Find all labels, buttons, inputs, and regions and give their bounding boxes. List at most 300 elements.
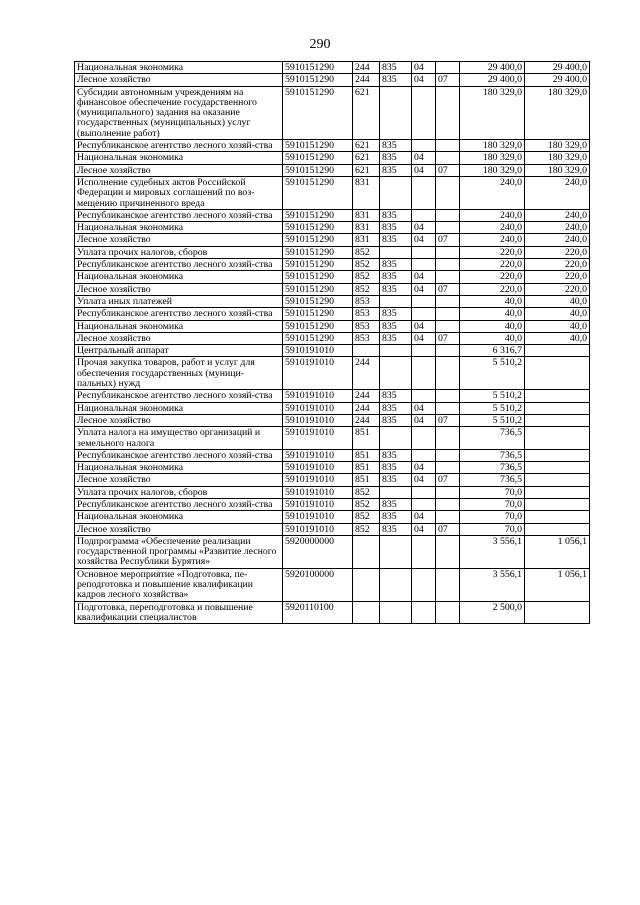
amount-second: [525, 511, 590, 523]
amount-second: 220,0: [525, 283, 590, 295]
item-name: Основное мероприятие «Подготовка, пе-реподготовка и повышение квалификации кадров лесного хозяйства»: [75, 568, 283, 601]
subsection-code: [436, 601, 460, 624]
amount-first: 70,0: [460, 511, 525, 523]
target-article-code: 5910151290: [283, 74, 353, 86]
amount-second: 40,0: [525, 295, 590, 307]
table-row: [75, 449, 590, 461]
target-article-code: 5910151290: [283, 164, 353, 176]
amount-first: 736,5: [460, 427, 525, 450]
subsection-code: [436, 345, 460, 357]
amount-second: 1 056,1: [525, 568, 590, 601]
amount-first: 180 329,0: [460, 86, 525, 139]
target-article-code: 5910151290: [283, 271, 353, 283]
expense-type-code: 244: [353, 74, 380, 86]
table-row: [75, 320, 590, 332]
section-code: 04: [412, 74, 436, 86]
table-row: [75, 246, 590, 258]
amount-first: 5 510,2: [460, 357, 525, 390]
amount-first: 220,0: [460, 271, 525, 283]
budget-table-body: [75, 62, 590, 624]
table-row: [75, 164, 590, 176]
target-article-code: 5910191010: [283, 498, 353, 510]
expense-type-code: 853: [353, 295, 380, 307]
table-row: [75, 568, 590, 601]
table-row: [75, 222, 590, 234]
target-article-code: 5920000000: [283, 535, 353, 568]
expense-type-code: 852: [353, 259, 380, 271]
item-name: Национальная экономика: [75, 152, 283, 164]
item-name: Национальная экономика: [75, 462, 283, 474]
subsection-code: [436, 449, 460, 461]
expense-type-code: 852: [353, 486, 380, 498]
administrator-code: [380, 86, 412, 139]
administrator-code: [380, 427, 412, 450]
item-name: Лесное хозяйство: [75, 332, 283, 344]
section-code: 04: [412, 320, 436, 332]
amount-first: 70,0: [460, 486, 525, 498]
administrator-code: 835: [380, 152, 412, 164]
table-row: [75, 345, 590, 357]
expense-type-code: 244: [353, 402, 380, 414]
amount-second: 1 056,1: [525, 535, 590, 568]
expense-type-code: 831: [353, 209, 380, 221]
target-article-code: 5910151290: [283, 140, 353, 152]
section-code: 04: [412, 234, 436, 246]
subsection-code: 07: [436, 234, 460, 246]
section-code: [412, 308, 436, 320]
item-name: Центральный аппарат: [75, 345, 283, 357]
target-article-code: 5910151290: [283, 86, 353, 139]
administrator-code: [380, 357, 412, 390]
target-article-code: 5910151290: [283, 62, 353, 74]
administrator-code: 835: [380, 62, 412, 74]
amount-first: 736,5: [460, 474, 525, 486]
amount-second: 240,0: [525, 234, 590, 246]
table-row: [75, 523, 590, 535]
section-code: [412, 498, 436, 510]
item-name: Республиканское агентство лесного хозяй-ства: [75, 140, 283, 152]
expense-type-code: 621: [353, 152, 380, 164]
amount-second: 40,0: [525, 308, 590, 320]
amount-first: 40,0: [460, 308, 525, 320]
amount-first: 70,0: [460, 498, 525, 510]
section-code: 04: [412, 222, 436, 234]
target-article-code: 5910151290: [283, 234, 353, 246]
expense-type-code: 621: [353, 164, 380, 176]
amount-second: 220,0: [525, 271, 590, 283]
amount-second: 40,0: [525, 332, 590, 344]
section-code: 04: [412, 271, 436, 283]
expense-type-code: 851: [353, 427, 380, 450]
section-code: 04: [412, 62, 436, 74]
subsection-code: [436, 462, 460, 474]
administrator-code: 835: [380, 283, 412, 295]
subsection-code: [436, 86, 460, 139]
amount-first: 5 510,2: [460, 390, 525, 402]
amount-first: 240,0: [460, 176, 525, 209]
section-code: 04: [412, 462, 436, 474]
target-article-code: 5910151290: [283, 308, 353, 320]
subsection-code: [436, 176, 460, 209]
section-code: [412, 246, 436, 258]
amount-first: 40,0: [460, 320, 525, 332]
subsection-code: [436, 427, 460, 450]
item-name: Республиканское агентство лесного хозяй-ства: [75, 209, 283, 221]
item-name: Лесное хозяйство: [75, 414, 283, 426]
amount-first: 180 329,0: [460, 152, 525, 164]
target-article-code: 5910191010: [283, 345, 353, 357]
item-name: Национальная экономика: [75, 320, 283, 332]
item-name: Субсидии автономным учреждениям на финансовое обеспечение государственного (муниципального) задания на оказание государственных (муниципальных) услуг (выполнение работ): [75, 86, 283, 139]
section-code: 04: [412, 152, 436, 164]
item-name: Лесное хозяйство: [75, 164, 283, 176]
table-row: [75, 486, 590, 498]
amount-first: 220,0: [460, 246, 525, 258]
administrator-code: 835: [380, 271, 412, 283]
target-article-code: 5910151290: [283, 295, 353, 307]
target-article-code: 5910151290: [283, 332, 353, 344]
administrator-code: 835: [380, 402, 412, 414]
target-article-code: 5910191010: [283, 474, 353, 486]
expense-type-code: 621: [353, 86, 380, 139]
section-code: [412, 357, 436, 390]
expense-type-code: [353, 535, 380, 568]
table-row: [75, 414, 590, 426]
administrator-code: 835: [380, 462, 412, 474]
amount-second: 220,0: [525, 259, 590, 271]
amount-second: [525, 474, 590, 486]
administrator-code: 835: [380, 523, 412, 535]
table-row: [75, 357, 590, 390]
amount-second: 220,0: [525, 246, 590, 258]
amount-second: 180 329,0: [525, 164, 590, 176]
item-name: Республиканское агентство лесного хозяй-ства: [75, 449, 283, 461]
expense-type-code: 831: [353, 234, 380, 246]
expense-type-code: [353, 568, 380, 601]
amount-first: 70,0: [460, 523, 525, 535]
section-code: [412, 535, 436, 568]
target-article-code: 5910151290: [283, 283, 353, 295]
subsection-code: [436, 402, 460, 414]
item-name: Лесное хозяйство: [75, 74, 283, 86]
table-row: [75, 86, 590, 139]
administrator-code: 835: [380, 164, 412, 176]
section-code: [412, 390, 436, 402]
table-row: [75, 601, 590, 624]
administrator-code: 835: [380, 259, 412, 271]
subsection-code: [436, 222, 460, 234]
target-article-code: 5910151290: [283, 176, 353, 209]
section-code: [412, 568, 436, 601]
expense-type-code: 852: [353, 498, 380, 510]
item-name: Лесное хозяйство: [75, 234, 283, 246]
amount-second: [525, 390, 590, 402]
item-name: Уплата налога на имущество организаций и земельного налога: [75, 427, 283, 450]
subsection-code: 07: [436, 164, 460, 176]
target-article-code: 5910191010: [283, 462, 353, 474]
amount-second: 180 329,0: [525, 140, 590, 152]
subsection-code: [436, 62, 460, 74]
amount-first: 40,0: [460, 332, 525, 344]
table-row: [75, 283, 590, 295]
amount-second: [525, 498, 590, 510]
amount-first: 240,0: [460, 222, 525, 234]
subsection-code: [436, 568, 460, 601]
section-code: [412, 209, 436, 221]
expense-type-code: 852: [353, 511, 380, 523]
page-number: 290: [309, 37, 331, 52]
amount-second: 40,0: [525, 320, 590, 332]
table-row: [75, 74, 590, 86]
item-name: Республиканское агентство лесного хозяй-ства: [75, 308, 283, 320]
section-code: [412, 176, 436, 209]
subsection-code: [436, 271, 460, 283]
target-article-code: 5910191010: [283, 449, 353, 461]
amount-second: [525, 523, 590, 535]
section-code: [412, 295, 436, 307]
administrator-code: 835: [380, 320, 412, 332]
amount-first: 3 556,1: [460, 535, 525, 568]
section-code: [412, 486, 436, 498]
amount-first: 220,0: [460, 259, 525, 271]
item-name: Национальная экономика: [75, 222, 283, 234]
administrator-code: [380, 295, 412, 307]
amount-second: [525, 449, 590, 461]
administrator-code: 835: [380, 414, 412, 426]
subsection-code: 07: [436, 414, 460, 426]
item-name: Республиканское агентство лесного хозяй-ства: [75, 259, 283, 271]
budget-table: [74, 61, 590, 624]
administrator-code: 835: [380, 234, 412, 246]
table-row: [75, 427, 590, 450]
expense-type-code: 853: [353, 332, 380, 344]
target-article-code: 5910191010: [283, 402, 353, 414]
target-article-code: 5910191010: [283, 427, 353, 450]
item-name: Национальная экономика: [75, 271, 283, 283]
section-code: [412, 427, 436, 450]
subsection-code: [436, 140, 460, 152]
section-code: 04: [412, 332, 436, 344]
item-name: Прочая закупка товаров, работ и услуг для обеспечения государственных (муници-пальных) нужд: [75, 357, 283, 390]
administrator-code: [380, 486, 412, 498]
administrator-code: [380, 568, 412, 601]
expense-type-code: 831: [353, 222, 380, 234]
amount-second: 29 400,0: [525, 62, 590, 74]
item-name: Уплата прочих налогов, сборов: [75, 246, 283, 258]
item-name: Уплата прочих налогов, сборов: [75, 486, 283, 498]
expense-type-code: 621: [353, 140, 380, 152]
expense-type-code: 853: [353, 308, 380, 320]
target-article-code: 5910191010: [283, 486, 353, 498]
section-code: [412, 449, 436, 461]
administrator-code: 835: [380, 474, 412, 486]
subsection-code: [436, 246, 460, 258]
amount-second: [525, 357, 590, 390]
item-name: Республиканское агентство лесного хозяй-ства: [75, 390, 283, 402]
administrator-code: 835: [380, 222, 412, 234]
subsection-code: 07: [436, 332, 460, 344]
amount-first: 29 400,0: [460, 62, 525, 74]
subsection-code: [436, 357, 460, 390]
amount-first: 6 316,7: [460, 345, 525, 357]
expense-type-code: 831: [353, 176, 380, 209]
subsection-code: [436, 320, 460, 332]
target-article-code: 5910151290: [283, 222, 353, 234]
expense-type-code: 852: [353, 283, 380, 295]
subsection-code: [436, 486, 460, 498]
administrator-code: [380, 246, 412, 258]
amount-first: 240,0: [460, 234, 525, 246]
amount-second: 240,0: [525, 222, 590, 234]
section-code: 04: [412, 523, 436, 535]
administrator-code: 835: [380, 308, 412, 320]
administrator-code: [380, 535, 412, 568]
item-name: Лесное хозяйство: [75, 283, 283, 295]
target-article-code: 5920100000: [283, 568, 353, 601]
table-row: [75, 332, 590, 344]
target-article-code: 5910151290: [283, 246, 353, 258]
item-name: Национальная экономика: [75, 402, 283, 414]
section-code: [412, 601, 436, 624]
amount-second: 240,0: [525, 176, 590, 209]
amount-first: 40,0: [460, 295, 525, 307]
item-name: Лесное хозяйство: [75, 523, 283, 535]
expense-type-code: 853: [353, 320, 380, 332]
administrator-code: 835: [380, 511, 412, 523]
table-row: [75, 152, 590, 164]
section-code: 04: [412, 402, 436, 414]
subsection-code: [436, 209, 460, 221]
subsection-code: [436, 511, 460, 523]
section-code: [412, 345, 436, 357]
subsection-code: [436, 308, 460, 320]
expense-type-code: 852: [353, 523, 380, 535]
table-row: [75, 402, 590, 414]
target-article-code: 5910191010: [283, 511, 353, 523]
target-article-code: 5910191010: [283, 414, 353, 426]
table-row: [75, 295, 590, 307]
expense-type-code: 851: [353, 474, 380, 486]
amount-second: [525, 402, 590, 414]
section-code: 04: [412, 511, 436, 523]
item-name: Подготовка, переподготовка и повышение квалификации специалистов: [75, 601, 283, 624]
target-article-code: 5920110100: [283, 601, 353, 624]
target-article-code: 5910191010: [283, 390, 353, 402]
section-code: 04: [412, 283, 436, 295]
expense-type-code: 851: [353, 449, 380, 461]
subsection-code: [436, 259, 460, 271]
item-name: Исполнение судебных актов Российской Федерации и мировых соглашений по воз-мещению причиненного вреда: [75, 176, 283, 209]
amount-first: 2 500,0: [460, 601, 525, 624]
expense-type-code: 244: [353, 357, 380, 390]
subsection-code: [436, 498, 460, 510]
amount-second: [525, 345, 590, 357]
amount-first: 3 556,1: [460, 568, 525, 601]
administrator-code: 835: [380, 209, 412, 221]
table-row: [75, 308, 590, 320]
table-row: [75, 535, 590, 568]
expense-type-code: [353, 601, 380, 624]
target-article-code: 5910151290: [283, 152, 353, 164]
amount-first: 5 510,2: [460, 402, 525, 414]
item-name: Республиканское агентство лесного хозяй-ства: [75, 498, 283, 510]
subsection-code: [436, 535, 460, 568]
administrator-code: [380, 601, 412, 624]
subsection-code: 07: [436, 474, 460, 486]
subsection-code: 07: [436, 283, 460, 295]
item-name: Национальная экономика: [75, 511, 283, 523]
table-row: [75, 498, 590, 510]
section-code: 04: [412, 474, 436, 486]
table-row: [75, 234, 590, 246]
administrator-code: [380, 345, 412, 357]
amount-first: 240,0: [460, 209, 525, 221]
amount-first: 180 329,0: [460, 164, 525, 176]
amount-first: 736,5: [460, 462, 525, 474]
amount-second: 29 400,0: [525, 74, 590, 86]
section-code: [412, 140, 436, 152]
administrator-code: 835: [380, 390, 412, 402]
expense-type-code: 852: [353, 271, 380, 283]
expense-type-code: [353, 345, 380, 357]
amount-second: [525, 601, 590, 624]
amount-first: 736,5: [460, 449, 525, 461]
target-article-code: 5910191010: [283, 357, 353, 390]
expense-type-code: 851: [353, 462, 380, 474]
table-row: [75, 390, 590, 402]
item-name: Подпрограмма «Обеспечение реализации государственной программы «Развитие лесного хозяйства Республики Бурятия»: [75, 535, 283, 568]
amount-second: [525, 486, 590, 498]
section-code: 04: [412, 414, 436, 426]
expense-type-code: 244: [353, 62, 380, 74]
table-row: [75, 209, 590, 221]
subsection-code: [436, 390, 460, 402]
administrator-code: 835: [380, 449, 412, 461]
amount-second: [525, 427, 590, 450]
target-article-code: 5910151290: [283, 209, 353, 221]
administrator-code: 835: [380, 140, 412, 152]
amount-first: 29 400,0: [460, 74, 525, 86]
expense-type-code: 244: [353, 414, 380, 426]
administrator-code: [380, 176, 412, 209]
amount-first: 5 510,2: [460, 414, 525, 426]
item-name: Лесное хозяйство: [75, 474, 283, 486]
table-row: [75, 259, 590, 271]
subsection-code: [436, 152, 460, 164]
amount-second: 180 329,0: [525, 86, 590, 139]
section-code: 04: [412, 164, 436, 176]
table-row: [75, 176, 590, 209]
target-article-code: 5910151290: [283, 320, 353, 332]
administrator-code: 835: [380, 498, 412, 510]
amount-second: 180 329,0: [525, 152, 590, 164]
amount-first: 180 329,0: [460, 140, 525, 152]
table-row: [75, 62, 590, 74]
expense-type-code: 852: [353, 246, 380, 258]
amount-second: [525, 414, 590, 426]
administrator-code: 835: [380, 332, 412, 344]
amount-second: [525, 462, 590, 474]
section-code: [412, 86, 436, 139]
item-name: Национальная экономика: [75, 62, 283, 74]
target-article-code: 5910191010: [283, 523, 353, 535]
table-row: [75, 474, 590, 486]
amount-first: 220,0: [460, 283, 525, 295]
target-article-code: 5910151290: [283, 259, 353, 271]
administrator-code: 835: [380, 74, 412, 86]
table-row: [75, 140, 590, 152]
subsection-code: 07: [436, 74, 460, 86]
